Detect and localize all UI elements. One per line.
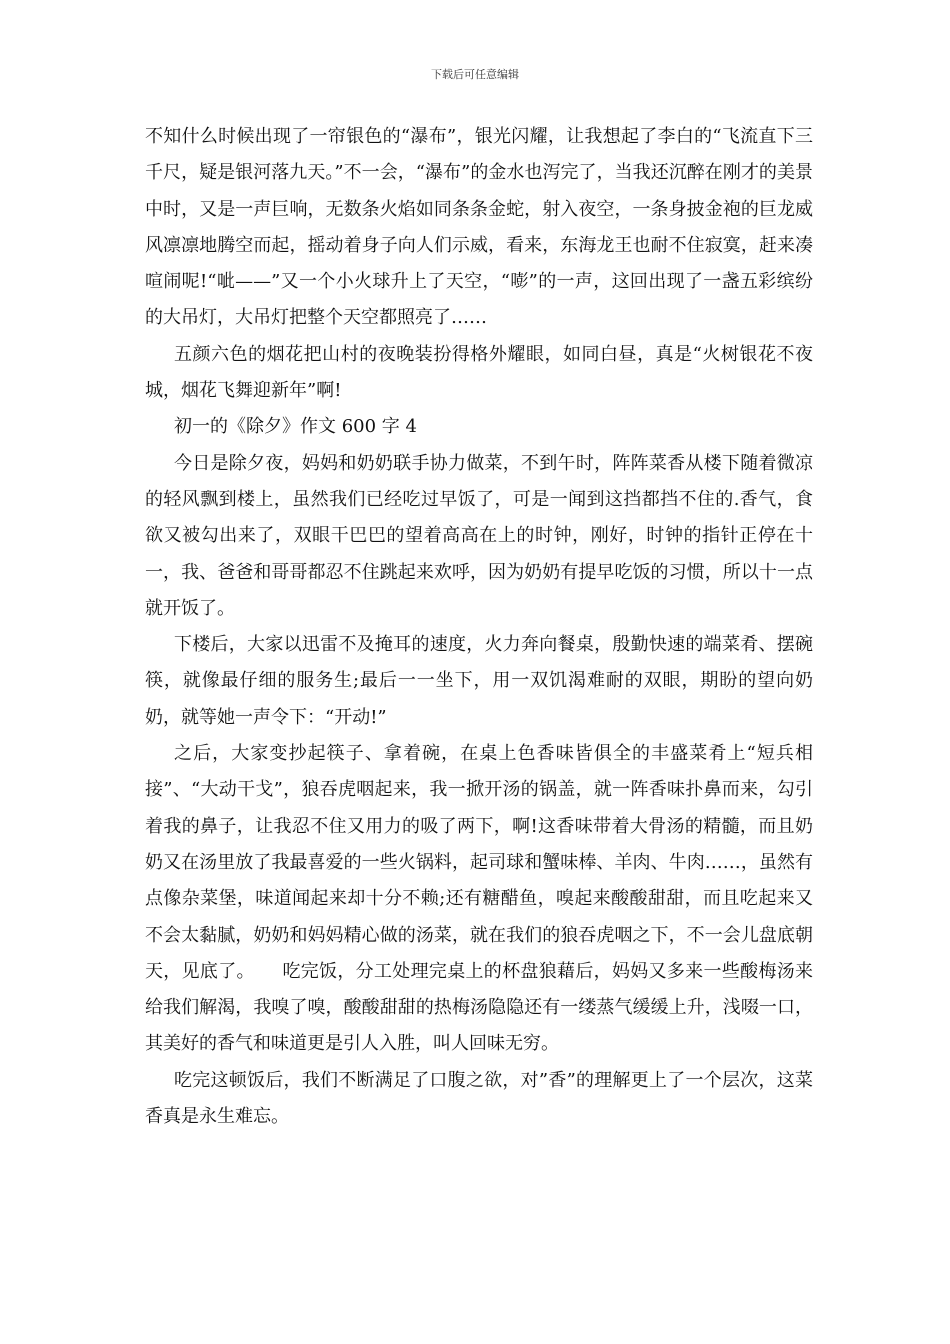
paragraph: 下楼后，大家以迅雷不及掩耳的速度，火力奔向餐桌，殷勤快速的端菜肴、摆碗筷，就像最仔细的服务生;最后一一坐下，用一双饥渴难耐的双眼，期盼的望向奶奶，就等她一声令下：“开动!”: [145, 634, 813, 728]
paragraph: 之后，大家变抄起筷子、拿着碗，在桌上色香味皆俱全的丰盛菜肴上“短兵相接”、“大动干戈”，狼吞虎咽起来，我一掀开汤的锅盖，就一阵香味扑鼻而来，勾引着我的鼻子，让我忍不住又用力的吸了两下，啊!这香味带着大骨汤的精髓，而且奶奶又在汤里放了我最喜爱的一些火锅料，起司球和蟹味棒、羊肉、牛肉……，虽然有点像杂菜堡，味道闻起来却十分不赖;还有糖醋鱼，嗅起来酸酸甜甜，而且吃起来又不会太黏腻，奶奶和妈妈精心做的汤菜，就在我们的狼吞虎咽之下，不一会儿盘底朝天，见底了。 吃完饭，分工处理完桌上的杯盘狼藉后，妈妈又多来一些酸梅汤来给我们解渴，我嗅了嗅，酸酸甜甜的热梅汤隐隐还有一缕蒸气缓缓上升，浅啜一口，其美好的香气和味道更是引人入胜，叫人回味无穷。: [145, 743, 813, 1055]
paragraph: 吃完这顿饭后，我们不断满足了口腹之欲，对”香”的理解更上了一个层次，这菜香真是永生难忘。: [145, 1069, 813, 1128]
document-body: [145, 119, 813, 1135]
page-header: 下载后可任意编辑: [431, 68, 519, 81]
paragraph: 不知什么时候出现了一帘银色的“瀑布”，银光闪耀，让我想起了李白的“飞流直下三千尺，疑是银河落九天。”不一会，“瀑布”的金水也泻完了，当我还沉醉在刚才的美景中时，又是一声巨响，无数条火焰如同条条金蛇，射入夜空，一条身披金袍的巨龙威风凛凛地腾空而起，摇动着身子向人们示威，看来，东海龙王也耐不住寂寞，赶来凑喧闹呢!“呲——”又一个小火球升上了天空，“嘭”的一声，这回出现了一盏五彩缤纷的大吊灯，大吊灯把整个天空都照亮了……: [145, 126, 813, 329]
essay-title: 初一的《除夕》作文 600 字 4: [174, 416, 417, 438]
paragraph: 五颜六色的烟花把山村的夜晚装扮得格外耀眼，如同白昼，真是“火树银花不夜城，烟花飞舞迎新年”啊!: [145, 343, 813, 402]
paragraph: 今日是除夕夜，妈妈和奶奶联手协力做菜，不到午时，阵阵菜香从楼下随着微凉的轻风飘到楼上，虽然我们已经吃过早饭了，可是一闻到这挡都挡不住的.香气，食欲又被勾出来了，双眼干巴巴的望着高高在上的时钟，刚好，时钟的指针正停在十一，我、爸爸和哥哥都忍不住跳起来欢呼，因为奶奶有提早吃饭的习惯，所以十一点就开饭了。: [145, 452, 813, 619]
